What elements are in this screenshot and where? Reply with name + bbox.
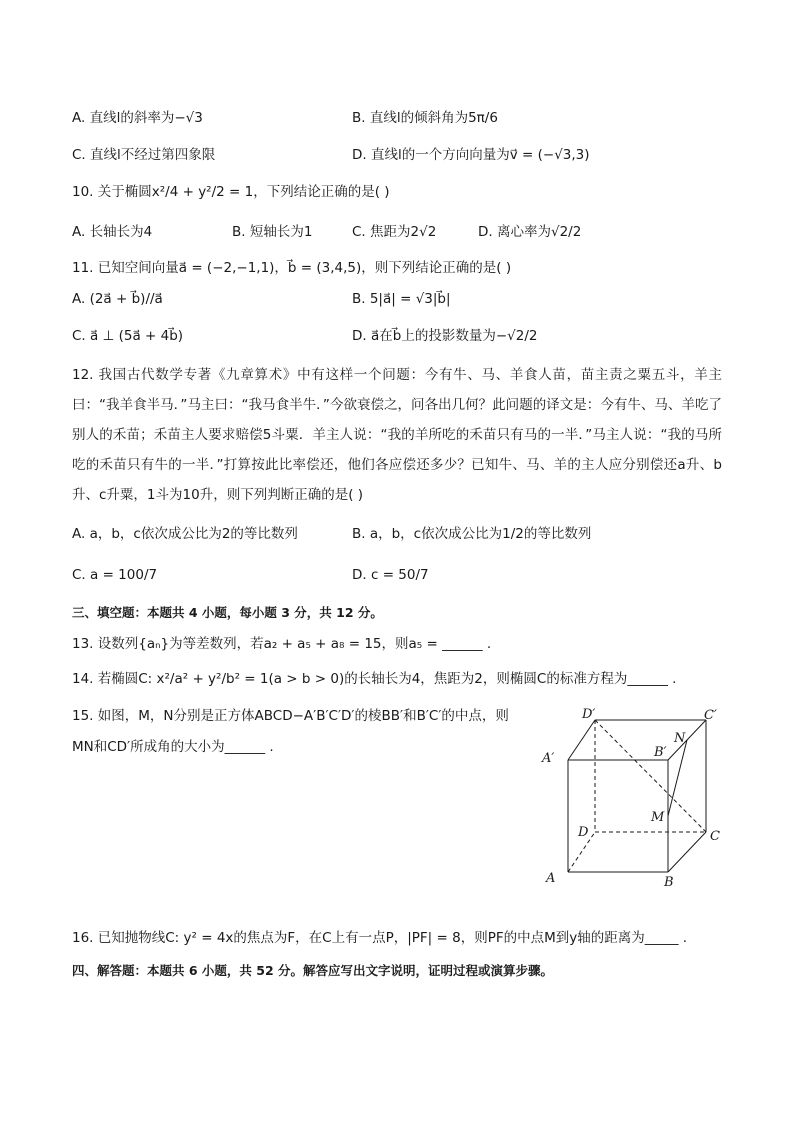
label-b: B	[664, 875, 674, 890]
q11-option-b: B. 5|a⃗| = √3|b⃗|	[352, 291, 451, 307]
q12-option-d: D. c = 50/7	[352, 567, 429, 583]
q15-line-1: 15. 如图，M，N分别是正方体ABCD−A′B′C′D′的棱BB′和B′C′的中点，则	[72, 708, 509, 724]
q15-line-2: MN和CD′所成角的大小为______ .	[72, 739, 274, 755]
q11-stem: 11. 已知空间向量a⃗ = (−2,−1,1)，b⃗ = (3,4,5)，则下列结论正确的是( )	[72, 260, 512, 276]
q10-option-d: D. 离心率为√2/2	[478, 224, 582, 240]
q12-option-b: B. a，b，c依次成公比为1/2的等比数列	[352, 526, 592, 542]
q9-option-a: A. 直线l的斜率为−√3	[72, 110, 203, 126]
section-4-heading: 四、解答题：本题共 6 小题，共 52 分。解答应写出文字说明，证明过程或演算步骤。	[72, 963, 554, 978]
q10-option-c: C. 焦距为2√2	[352, 224, 437, 240]
q12-option-c: C. a = 100/7	[72, 567, 158, 583]
q12-option-a: A. a，b，c依次成公比为2的等比数列	[72, 526, 298, 542]
q12-stem: 12. 我国古代数学专著《九章算术》中有这样一个问题：今有牛、马、羊食人苗，苗主责之粟五斗，羊主曰：“我羊食半马．”马主曰：“我马食半牛．”今欲衰偿之，问各出几何？此问题的译文是：今有牛、马、羊吃了别人的禾苗；禾苗主人要求赔偿5斗粟．羊主人说：“我的羊所吃的禾苗只有马的一半．”马主人说：“我的马所吃的禾苗只有牛的一半．”打算按此比率偿还，他们各应偿还多少？已知牛、马、羊的主人应分别偿还a升、b升、c升粟，1斗为10升，则下列判断正确的是( )	[72, 367, 722, 503]
segment-mn	[668, 740, 687, 816]
label-b1: B′	[654, 745, 667, 760]
edge-bc	[668, 832, 706, 872]
label-c: C	[710, 829, 720, 844]
q11-option-c: C. a⃗ ⊥ (5a⃗ + 4b⃗)	[72, 328, 184, 344]
label-c1: C′	[704, 708, 717, 723]
q9-option-c: C. 直线l不经过第四象限	[72, 147, 216, 163]
label-a: A	[546, 871, 556, 886]
cube-figure	[536, 700, 736, 890]
label-d: D	[578, 825, 589, 840]
q10-option-a: A. 长轴长为4	[72, 224, 153, 240]
q9-option-d: D. 直线l的一个方向向量为v⃗ = (−√3,3)	[352, 147, 590, 163]
section-3-heading: 三、填空题：本题共 4 小题，每小题 3 分，共 12 分。	[72, 605, 383, 620]
edge-a1d1	[568, 720, 595, 760]
label-d1: D′	[582, 707, 596, 722]
q9-option-b: B. 直线l的倾斜角为5π/6	[352, 110, 498, 126]
label-m: M	[651, 810, 665, 825]
label-a1: A′	[542, 751, 555, 766]
q16-stem: 16. 已知抛物线C: y² = 4x的焦点为F，在C上有一点P，|PF| = 8，则PF的中点M到y轴的距离为_____ .	[72, 930, 688, 946]
q11-option-a: A. (2a⃗ + b⃗)//a⃗	[72, 291, 163, 307]
q14-stem: 14. 若椭圆C: x²/a² + y²/b² = 1(a > b > 0)的长轴长为4，焦距为2，则椭圆C的标准方程为______ .	[72, 671, 677, 687]
label-n: N	[674, 731, 686, 746]
q13-stem: 13. 设数列{aₙ}为等差数列，若a₂ + a₅ + a₈ = 15，则a₅ = ______ .	[72, 636, 492, 652]
q10-stem: 10. 关于椭圆x²/4 + y²/2 = 1，下列结论正确的是( )	[72, 184, 390, 200]
q10-option-b: B. 短轴长为1	[232, 224, 313, 240]
q11-option-d: D. a⃗在b⃗上的投影数量为−√2/2	[352, 328, 538, 344]
